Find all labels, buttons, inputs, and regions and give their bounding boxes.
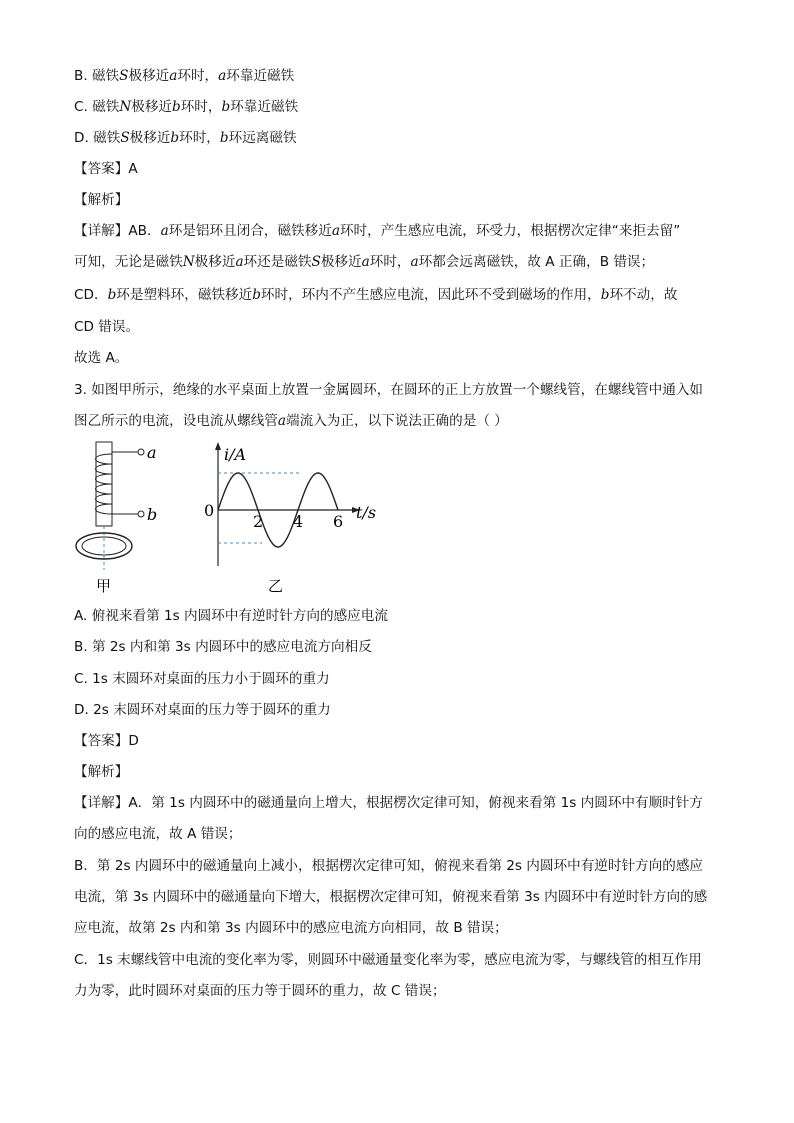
text: CD． bbox=[74, 287, 108, 303]
q3-detail-line-6: C．1s 末螺线管中电流的变化率为零，则圆环中磁通量变化率为零，感应电流为零，与螺线管的相互作用 bbox=[74, 952, 702, 968]
text: 【详解】AB． bbox=[74, 223, 161, 239]
text: 环靠近磁铁 bbox=[226, 68, 295, 84]
var: a bbox=[277, 413, 287, 429]
y-axis-label: i/A bbox=[224, 445, 247, 464]
y-axis-arrow bbox=[215, 442, 221, 450]
q3-stem-line-1: 3. 如图甲所示，绝缘的水平桌面上放置一金属圆环，在圆环的正上方放置一个螺线管，在螺线管中通入如 bbox=[74, 382, 704, 398]
text: 环时，环内不产生感应电流，因此环不受到磁场的作用， bbox=[260, 287, 601, 303]
text: 极移近 bbox=[131, 99, 173, 115]
text: 环远离磁铁 bbox=[228, 130, 297, 146]
var: a bbox=[235, 254, 244, 270]
figure-jia-caption: 甲 bbox=[96, 577, 112, 595]
text: 环不动，故 bbox=[609, 287, 678, 303]
text: 环是铝环且闭合，磁铁移近 bbox=[168, 223, 332, 239]
text: 环是塑料环，磁铁移近 bbox=[116, 287, 253, 303]
var: b bbox=[219, 130, 229, 146]
x-tick-label: 4 bbox=[293, 512, 304, 531]
prev-option-c bbox=[74, 97, 298, 117]
text: 极移近 bbox=[128, 68, 170, 84]
text: 可知，无论是磁铁 bbox=[74, 254, 183, 270]
q3-answer: 【答案】D bbox=[74, 733, 139, 749]
var: a bbox=[331, 223, 340, 239]
var: b bbox=[252, 287, 261, 303]
text: 环时， bbox=[179, 130, 220, 146]
x-tick-labels bbox=[253, 512, 343, 531]
prev-detail-line-3 bbox=[74, 285, 677, 305]
prev-detail-line-4: CD 错误。 bbox=[74, 319, 140, 335]
var: b bbox=[172, 99, 181, 115]
q3-option-b: B. 第 2s 内和第 3s 内圆环中的感应电流方向相反 bbox=[74, 639, 372, 655]
var: S bbox=[119, 68, 129, 84]
var: a bbox=[361, 254, 370, 270]
text: 极移近 bbox=[194, 254, 236, 270]
figure-jia bbox=[66, 436, 176, 596]
var: N bbox=[119, 99, 132, 115]
text: 环靠近磁铁 bbox=[230, 99, 299, 115]
figure-yi-chart bbox=[198, 436, 388, 596]
var: a bbox=[218, 68, 227, 84]
var: a bbox=[410, 254, 419, 270]
q3-stem-line-2 bbox=[74, 411, 508, 431]
text: 环时，产生感应电流，环受力，根据楞次定律“来拒去留” bbox=[339, 223, 681, 239]
prev-conclusion: 故选 A。 bbox=[74, 350, 129, 366]
figure-yi-caption: 乙 bbox=[268, 577, 284, 595]
text: B. 磁铁 bbox=[74, 68, 120, 84]
x-tick-label: 2 bbox=[253, 512, 264, 531]
var: N bbox=[182, 254, 195, 270]
var: b bbox=[221, 99, 231, 115]
text: 极移近 bbox=[320, 254, 362, 270]
text: 环还是磁铁 bbox=[243, 254, 312, 270]
terminal-a bbox=[138, 449, 144, 455]
prev-option-b bbox=[74, 66, 294, 86]
var: b bbox=[600, 287, 610, 303]
prev-detail-line-1 bbox=[74, 221, 680, 241]
prev-detail-line-2 bbox=[74, 252, 654, 272]
q3-analysis-heading: 【解析】 bbox=[74, 764, 129, 780]
text: C. 磁铁 bbox=[74, 99, 120, 115]
q3-detail-line-2: 向的感应电流，故 A 错误； bbox=[74, 826, 242, 842]
q3-detail-line-1: 【详解】A．第 1s 内圆环中的磁通量向上增大，根据楞次定律可知，俯视来看第 1s 内圆环中有顺时针方 bbox=[74, 795, 703, 811]
text: D. 磁铁 bbox=[74, 130, 121, 146]
text: 端流入为正，以下说法正确的是（ ） bbox=[286, 413, 508, 429]
prev-answer: 【答案】A bbox=[74, 161, 138, 177]
terminal-b bbox=[138, 511, 144, 517]
x-axis-label: t/s bbox=[356, 503, 377, 522]
q3-detail-line-5: 应电流，故第 2s 内和第 3s 内圆环中的感应电流方向相同，故 B 错误； bbox=[74, 920, 508, 936]
var: S bbox=[311, 254, 321, 270]
var: b bbox=[170, 130, 180, 146]
q3-option-c: C. 1s 末圆环对桌面的压力小于圆环的重力 bbox=[74, 671, 330, 687]
text: 环都会远离磁铁，故 A 正确，B 错误； bbox=[418, 254, 655, 270]
prev-option-d bbox=[74, 128, 297, 148]
text: 环时， bbox=[180, 99, 222, 115]
origin-label: 0 bbox=[204, 501, 215, 520]
q3-detail-line-4: 电流，第 3s 内圆环中的磁通量向下增大，根据楞次定律可知，俯视来看第 3s 内圆环中有逆时针方向的感 bbox=[74, 889, 708, 905]
var: a bbox=[169, 68, 178, 84]
text: 环时， bbox=[177, 68, 219, 84]
text: 图乙所示的电流，设电流从螺线管 bbox=[74, 413, 278, 429]
text: 极移近 bbox=[129, 130, 171, 146]
q3-detail-line-7: 力为零，此时圆环对桌面的压力等于圆环的重力，故 C 错误； bbox=[74, 983, 446, 999]
q3-option-a: A. 俯视来看第 1s 内圆环中有逆时针方向的感应电流 bbox=[74, 608, 388, 624]
terminal-a-label: a bbox=[147, 443, 157, 462]
q3-detail-line-3: B．第 2s 内圆环中的磁通量向上减小，根据楞次定律可知，俯视来看第 2s 内圆环中有逆时针方向的感应 bbox=[74, 858, 704, 874]
text: 环时， bbox=[369, 254, 411, 270]
prev-analysis-heading: 【解析】 bbox=[74, 192, 129, 208]
terminal-b-label: b bbox=[147, 505, 158, 524]
var: a bbox=[160, 223, 169, 239]
x-tick-label: 6 bbox=[333, 512, 344, 531]
var: b bbox=[107, 287, 117, 303]
var: S bbox=[120, 130, 130, 146]
q3-option-d: D. 2s 末圆环对桌面的压力等于圆环的重力 bbox=[74, 702, 331, 718]
